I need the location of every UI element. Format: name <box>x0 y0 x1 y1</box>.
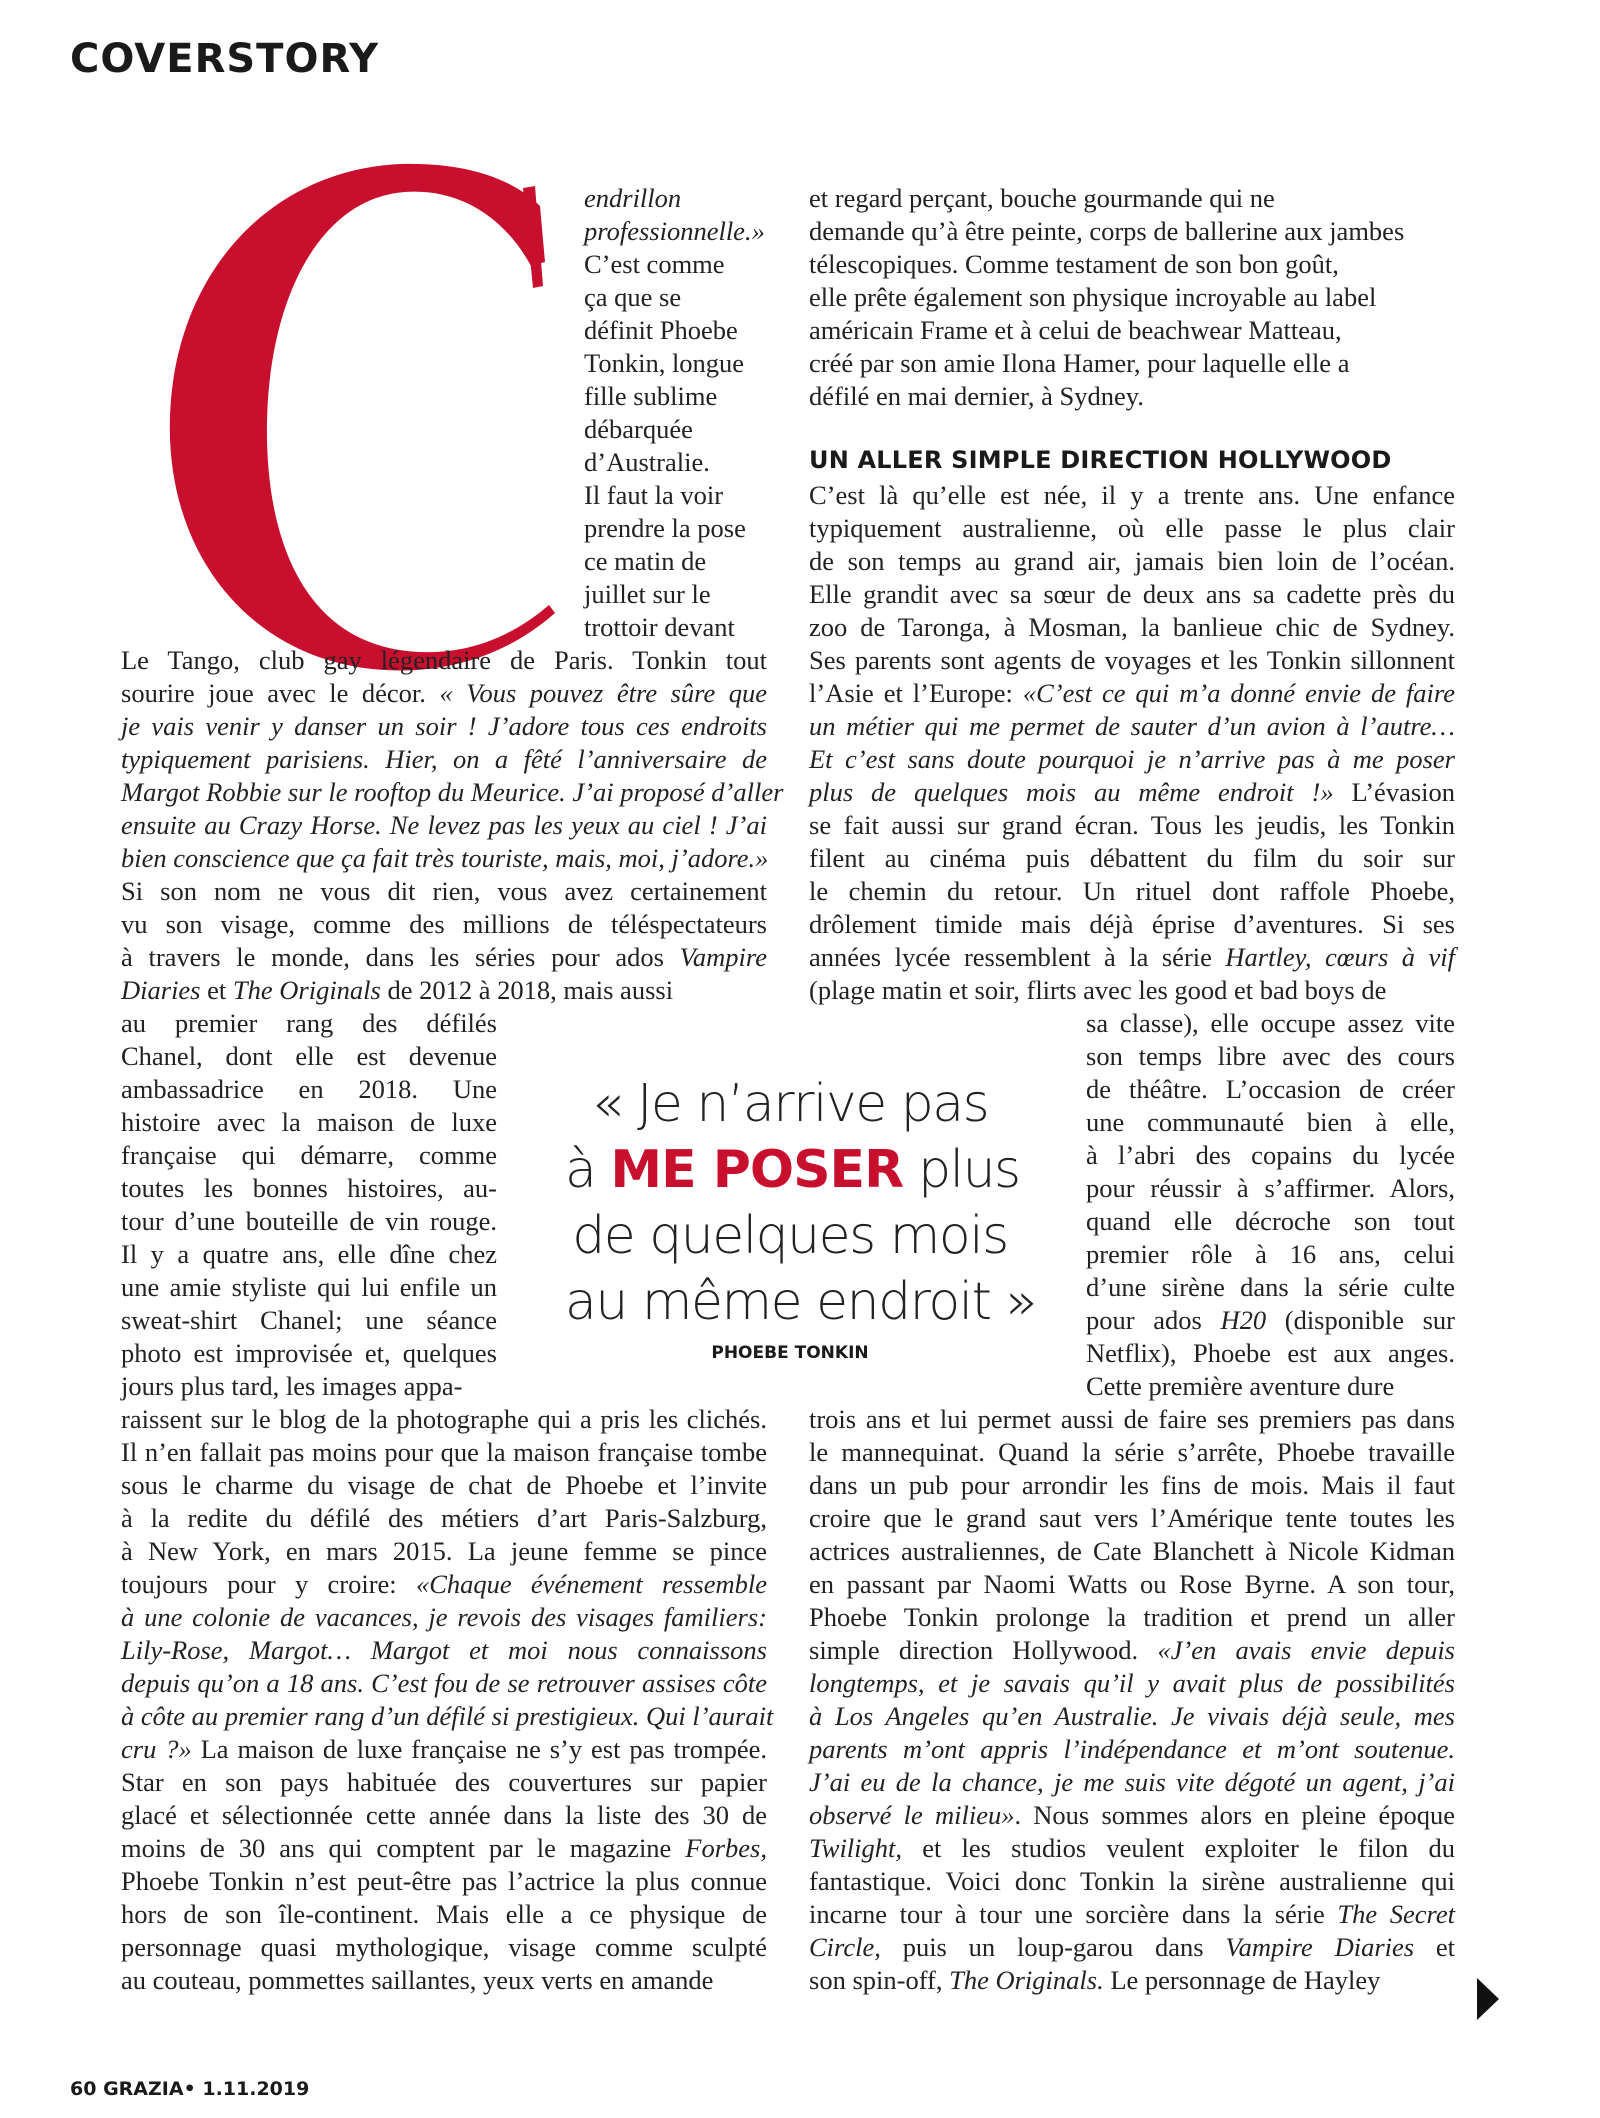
text-run: son temps libre avec des cours <box>1086 1041 1455 1071</box>
text-line <box>121 974 767 1007</box>
text-run: son spin-off, <box>809 1965 950 1995</box>
text-line <box>809 941 1455 974</box>
text-line <box>121 677 767 710</box>
text-run: quand elle décroche son tout <box>1086 1206 1455 1236</box>
text-line <box>121 1370 497 1403</box>
text-run: ce matin de <box>584 546 707 576</box>
italic-text: Et c’est sans doute pourquoi je n’arrive pas à me poser <box>809 744 1455 774</box>
pull-quote-attribution: PHOEBE TONKIN <box>711 1343 869 1363</box>
pull-quote-line-4: au même endroit » <box>565 1272 1036 1332</box>
text-run: hors de son île-continent. Mais elle a ce physique de <box>121 1899 767 1929</box>
text-line <box>809 1898 1455 1931</box>
text-line <box>809 1733 1455 1766</box>
text-line <box>1086 1205 1455 1238</box>
text-line <box>121 1238 497 1271</box>
issue-date: 1.11.2019 <box>202 2078 310 2100</box>
italic-text: typiquement parisiens. Hier, on a fêté l’anniversaire de <box>121 744 767 774</box>
section-rubric: COVERSTORY <box>70 36 380 82</box>
italic-text: Lily-Rose, Margot… Margot et moi nous connaissons <box>121 1635 767 1665</box>
text-line <box>121 1436 767 1469</box>
text-line <box>121 710 767 743</box>
text-run: une amie styliste qui lui enfile un <box>121 1272 497 1302</box>
text-run: puis un loup-garou dans <box>880 1932 1226 1962</box>
text-line <box>121 1007 497 1040</box>
text-run: trois ans et lui permet aussi de faire ses premiers pas dans <box>809 1404 1455 1434</box>
text-run: en passant par Naomi Watts ou Rose Byrne. A son tour, <box>809 1569 1455 1599</box>
italic-text: Twilight, <box>809 1833 903 1863</box>
text-line <box>584 611 769 644</box>
text-run: Ses parents sont agents de voyages et les Tonkin sillonnent <box>809 645 1455 675</box>
italic-text: Hartley, cœurs à vif <box>1225 942 1456 972</box>
text-line <box>1086 1040 1455 1073</box>
text-line <box>1086 1304 1455 1337</box>
italic-text: J’ai eu de la chance, je me suis vite dégoté un agent, j’ai <box>809 1767 1455 1797</box>
magazine-name: GRAZIA <box>103 2078 184 2100</box>
text-line <box>809 908 1455 941</box>
text-line <box>809 347 1455 380</box>
text-run: . Nous sommes alors en pleine époque <box>1014 1800 1455 1830</box>
text-line <box>809 974 1455 1007</box>
text-line <box>121 1535 767 1568</box>
italic-text: ensuite au Crazy Horse. Ne levez pas les yeux au ciel ! J’ai <box>121 810 767 840</box>
italic-text: The Originals <box>232 975 381 1005</box>
text-run: incarne tour à tour une sorcière dans la série <box>809 1899 1338 1929</box>
text-run: Il y a quatre ans, elle dîne chez <box>121 1239 497 1269</box>
italic-text: bien conscience que ça fait très touriste, mais, moi, j’adore.» <box>121 843 769 873</box>
text-line <box>584 281 769 314</box>
text-run: de 2012 à 2018, mais aussi <box>380 975 674 1005</box>
italic-text: Forbes, <box>685 1833 767 1863</box>
italic-text: H20 <box>1220 1305 1267 1335</box>
text-run: elle prête également son physique incroyable au label <box>809 282 1377 312</box>
italic-text: Circle, <box>809 1932 881 1962</box>
text-line <box>121 908 767 941</box>
text-run: simple direction Hollywood. <box>809 1635 1158 1665</box>
italic-text: Diaries <box>121 975 201 1005</box>
italic-text: Vampire <box>679 942 767 972</box>
text-run: le mannequinat. Quand la série s’arrête, Phoebe travaille <box>809 1437 1455 1467</box>
text-line <box>584 446 769 479</box>
text-run: premier rôle à 16 ans, celui <box>1086 1239 1455 1269</box>
text-line <box>121 1040 497 1073</box>
text-line <box>809 314 1455 347</box>
text-line <box>121 1403 767 1436</box>
text-line <box>809 842 1455 875</box>
text-run: croire que le grand saut vers l’Amérique tente toutes les <box>809 1503 1455 1533</box>
text-line <box>1086 1238 1455 1271</box>
text-run: se fait aussi sur grand écran. Tous les jeudis, les Tonkin <box>809 810 1455 840</box>
text-line <box>809 215 1455 248</box>
text-run: Phoebe Tonkin prolonge la tradition et prend un aller <box>809 1602 1455 1632</box>
text-line <box>809 1436 1455 1469</box>
text-line <box>809 1502 1455 1535</box>
text-run: prendre la pose <box>584 513 746 543</box>
text-run: au premier rang des défilés <box>121 1008 497 1038</box>
text-line <box>121 1139 497 1172</box>
text-line <box>584 479 769 512</box>
text-run: vu son visage, comme des millions de téléspectateurs <box>121 909 767 939</box>
text-line <box>584 182 769 215</box>
text-line <box>1086 1172 1455 1205</box>
text-line <box>121 1568 767 1601</box>
text-run: d’Australie. <box>584 447 710 477</box>
italic-text: endrillon <box>584 183 682 213</box>
text-line <box>809 1964 1455 1997</box>
text-run: à la redite du défilé des métiers d’art Paris-Salzburg, <box>121 1503 767 1533</box>
text-line <box>121 1205 497 1238</box>
text-line <box>584 215 769 248</box>
text-line <box>809 611 1455 644</box>
text-line <box>121 1601 767 1634</box>
text-run: Elle grandit avec sa sœur de deux ans sa cadette près du <box>809 579 1455 609</box>
text-run: zoo de Taronga, à Mosman, la banlieue chic de Sydney. <box>809 612 1455 642</box>
text-run: Phoebe Tonkin n’est peut-être pas l’actrice la plus connue <box>121 1866 767 1896</box>
pull-quote-text: à <box>565 1140 611 1200</box>
italic-text: à une colonie de vacances, je revois des visages familiers: <box>121 1602 767 1632</box>
text-line <box>809 1568 1455 1601</box>
text-run: de son temps au grand air, jamais bien loin de l’océan. <box>809 546 1455 576</box>
text-line <box>121 1502 767 1535</box>
text-line <box>121 809 767 842</box>
text-line <box>121 842 767 875</box>
text-run: télescopiques. Comme testament de son bon goût, <box>809 249 1339 279</box>
text-line <box>121 1271 497 1304</box>
text-line <box>121 743 767 776</box>
text-run: défilé en mai dernier, à Sydney. <box>809 381 1144 411</box>
text-line <box>584 545 769 578</box>
text-run: définit Phoebe <box>584 315 738 345</box>
text-line <box>809 1403 1455 1436</box>
text-run: demande qu’à être peinte, corps de ballerine aux jambes <box>809 216 1405 246</box>
text-line <box>121 1931 767 1964</box>
italic-text: longtemps, et je savais qu’il y avait plus de possibilités <box>809 1668 1455 1698</box>
text-line <box>584 380 769 413</box>
text-run: Tonkin, longue <box>584 348 745 378</box>
italic-text: un métier qui me permet de sauter d’un avion à l’autre… <box>809 711 1455 741</box>
italic-text: observé le milieu» <box>809 1800 1015 1830</box>
pull-quote-highlight: ME POSER <box>610 1140 904 1200</box>
text-run: La maison de luxe française ne s’y est pas trompée. <box>191 1734 767 1764</box>
footer-separator: • <box>183 2078 196 2100</box>
text-run: ambassadrice en 2018. Une <box>121 1074 497 1104</box>
text-line <box>121 1106 497 1139</box>
text-run: Si son nom ne vous dit rien, vous avez certainement <box>121 876 767 906</box>
text-run: (disponible sur <box>1266 1305 1456 1335</box>
text-run: à l’abri des copains du lycée <box>1086 1140 1455 1170</box>
text-run: actrices australiennes, de Cate Blanchett à Nicole Kidman <box>809 1536 1455 1566</box>
text-run: jours plus tard, les images appa- <box>121 1371 463 1401</box>
text-line <box>121 1799 767 1832</box>
text-run: pour réussir à s’affirmer. Alors, <box>1086 1173 1455 1203</box>
text-run: à travers le monde, dans les séries pour ados <box>121 942 680 972</box>
text-run: photo est improvisée et, quelques <box>121 1338 497 1368</box>
text-line <box>809 1799 1455 1832</box>
text-run: le chemin du retour. Un rituel dont raffole Phoebe, <box>809 876 1455 906</box>
text-line <box>809 1634 1455 1667</box>
text-run: l’Asie et l’Europe: <box>809 678 1023 708</box>
text-run: années lycée ressemblent à la série <box>809 942 1226 972</box>
text-run: sous le charme du visage de chat de Phoebe et l’invite <box>121 1470 767 1500</box>
text-line <box>121 1733 767 1766</box>
text-run: dans un pub pour arrondir les fins de mois. Mais il faut <box>809 1470 1455 1500</box>
text-line <box>809 182 1455 215</box>
text-run: toutes les bonnes histoires, au- <box>121 1173 497 1203</box>
text-run: et <box>1414 1932 1456 1962</box>
text-line <box>121 1964 767 1997</box>
text-line <box>121 941 767 974</box>
italic-text: «C’est ce qui m’a donné envie de faire <box>1022 678 1455 708</box>
text-line <box>121 776 784 809</box>
text-run: sa classe), elle occupe assez vite <box>1086 1008 1455 1038</box>
text-line <box>121 1700 774 1733</box>
text-line <box>121 1634 767 1667</box>
text-line <box>121 1865 767 1898</box>
italic-text: The Originals. <box>949 1965 1104 1995</box>
text-run: Cette première aventure dure <box>1086 1371 1395 1401</box>
text-run: (plage matin et soir, flirts avec les good et bad boys de <box>809 975 1387 1005</box>
italic-text: à Los Angeles qu’en Australie. Je vivais déjà seule, mes <box>809 1701 1455 1731</box>
text-run: filent au cinéma puis débattent du film du soir sur <box>809 843 1455 873</box>
text-line <box>121 1172 497 1205</box>
pull-quote-line-1: « Je n’arrive pas <box>591 1074 989 1134</box>
text-line <box>809 875 1455 908</box>
text-run: toujours pour y croire: <box>121 1569 416 1599</box>
text-line <box>121 1832 767 1865</box>
text-line <box>121 1898 767 1931</box>
text-line <box>809 1667 1455 1700</box>
text-line <box>809 1832 1455 1865</box>
text-run: Il n’en fallait pas moins pour que la maison française tombe <box>121 1437 767 1467</box>
text-line <box>809 809 1455 842</box>
text-line <box>1086 1007 1455 1040</box>
text-line <box>809 380 1455 413</box>
italic-text: plus de quelques mois au même endroit !» <box>809 777 1334 807</box>
text-line <box>584 347 769 380</box>
text-line <box>584 512 769 545</box>
text-line <box>121 644 767 677</box>
text-run: et les studios veulent exploiter le filon du <box>902 1833 1455 1863</box>
italic-text: Vampire Diaries <box>1225 1932 1415 1962</box>
italic-text: Margot Robbie sur le rooftop du Meurice. J’ai proposé d’aller <box>121 777 784 807</box>
text-run: Le personnage de Hayley <box>1103 1965 1381 1995</box>
text-line <box>121 1469 767 1502</box>
text-line <box>809 644 1455 677</box>
text-line <box>584 314 769 347</box>
text-run: Le Tango, club gay légendaire de Paris. Tonkin tout <box>121 645 767 675</box>
text-line <box>121 875 767 908</box>
text-line <box>1086 1073 1455 1106</box>
text-run: histoire avec la maison de luxe <box>121 1107 497 1137</box>
text-line <box>809 1469 1455 1502</box>
text-line <box>809 1931 1455 1964</box>
text-run: pour ados <box>1086 1305 1221 1335</box>
text-line <box>809 578 1455 611</box>
text-run: ça que se <box>584 282 682 312</box>
text-line <box>1086 1337 1455 1370</box>
text-run: débarquée <box>584 414 693 444</box>
text-run: juillet sur le <box>584 579 711 609</box>
page-number: 60 <box>70 2078 97 2100</box>
text-line <box>1086 1106 1455 1139</box>
italic-text: à côte au premier rang d’un défilé si prestigieux. Qui l’aurait <box>121 1701 774 1731</box>
text-line <box>121 1337 497 1370</box>
text-run: L’évasion <box>1333 777 1456 807</box>
text-line <box>809 743 1455 776</box>
text-run: Star en son pays habituée des couvertures sur papier <box>121 1767 767 1797</box>
pull-quote-line-3: de quelques mois <box>572 1206 1008 1266</box>
text-run: typiquement australienne, où elle passe le plus clair <box>809 513 1455 543</box>
text-run: C’est là qu’elle est née, il y a trente ans. Une enfance <box>809 480 1455 510</box>
text-line <box>809 776 1455 809</box>
text-run: fantastique. Voici donc Tonkin la sirène australienne qui <box>809 1866 1455 1896</box>
text-run: américain Frame et à celui de beachwear Matteau, <box>809 315 1342 345</box>
subheading: UN ALLER SIMPLE DIRECTION HOLLYWOOD <box>809 446 1392 474</box>
text-run: raissent sur le blog de la photographe qui a pris les clichés. <box>121 1404 767 1434</box>
text-line <box>809 545 1455 578</box>
text-line <box>1086 1370 1455 1403</box>
italic-text: parents m’ont appris l’indépendance et m’ont soutenue. <box>809 1734 1455 1764</box>
italic-text: professionnelle.» <box>584 216 765 246</box>
italic-text: « Vous pouvez être sûre que <box>439 678 768 708</box>
text-run: française qui démarre, comme <box>121 1140 497 1170</box>
text-run: créé par son amie Ilona Hamer, pour laquelle elle a <box>809 348 1350 378</box>
text-line <box>809 1535 1455 1568</box>
text-run: drôlement timide mais déjà éprise d’aventures. Si ses <box>809 909 1455 939</box>
text-line <box>121 1766 767 1799</box>
text-line <box>809 1766 1455 1799</box>
text-line <box>121 1667 767 1700</box>
text-run: moins de 30 ans qui comptent par le magazine <box>121 1833 686 1863</box>
text-line <box>809 710 1455 743</box>
italic-text: «J’en avais envie depuis <box>1157 1635 1455 1665</box>
italic-text: cru ?» <box>121 1734 192 1764</box>
text-run: Chanel, dont elle est devenue <box>121 1041 497 1071</box>
text-line <box>809 479 1455 512</box>
text-line <box>1086 1271 1455 1304</box>
text-run: et regard perçant, bouche gourmande qui ne <box>809 183 1275 213</box>
text-run: sweat-shirt Chanel; une séance <box>121 1305 497 1335</box>
text-line <box>584 413 769 446</box>
text-run: Netflix), Phoebe est aux anges. <box>1086 1338 1455 1368</box>
italic-text: depuis qu’on a 18 ans. C’est fou de se retrouver assises côte <box>121 1668 767 1698</box>
text-run: de théâtre. L’occasion de créer <box>1086 1074 1455 1104</box>
text-line <box>809 512 1455 545</box>
text-run: glacé et sélectionnée cette année dans la liste des 30 de <box>121 1800 767 1830</box>
text-run: sourire joue avec le décor. <box>121 678 440 708</box>
text-run: fille sublime <box>584 381 718 411</box>
text-run: et <box>200 975 233 1005</box>
text-line <box>584 248 769 281</box>
text-run: personnage quasi mythologique, visage comme sculpté <box>121 1932 767 1962</box>
text-run: Il faut la voir <box>584 480 724 510</box>
text-line <box>121 1304 497 1337</box>
text-line <box>809 1865 1455 1898</box>
text-run: au couteau, pommettes saillantes, yeux verts en amande <box>121 1965 714 1995</box>
pull-quote-line-2 <box>565 1136 1020 1204</box>
text-line <box>584 578 769 611</box>
text-run: à New York, en mars 2015. La jeune femme se pince <box>121 1536 767 1566</box>
text-line <box>809 1700 1455 1733</box>
text-run: d’une sirène dans la série culte <box>1086 1272 1455 1302</box>
text-line <box>809 248 1455 281</box>
text-run: C’est comme <box>584 249 725 279</box>
text-line <box>121 1073 497 1106</box>
text-line <box>809 1601 1455 1634</box>
text-line <box>809 281 1455 314</box>
page-footer <box>70 2078 309 2100</box>
drop-cap-letter <box>115 158 585 678</box>
italic-text: je vais venir y danser un soir ! J’adore tous ces endroits <box>121 711 767 741</box>
pull-quote-text: plus <box>903 1140 1020 1200</box>
text-run: une communauté bien à elle, <box>1086 1107 1455 1137</box>
arrow-right-icon <box>1477 1978 1499 2020</box>
text-run: trottoir devant <box>584 612 735 642</box>
text-line <box>1086 1139 1455 1172</box>
italic-text: The Secret <box>1337 1899 1455 1929</box>
text-run: tour d’une bouteille de vin rouge. <box>121 1206 497 1236</box>
text-line <box>809 677 1455 710</box>
italic-text: «Chaque événement ressemble <box>415 1569 767 1599</box>
